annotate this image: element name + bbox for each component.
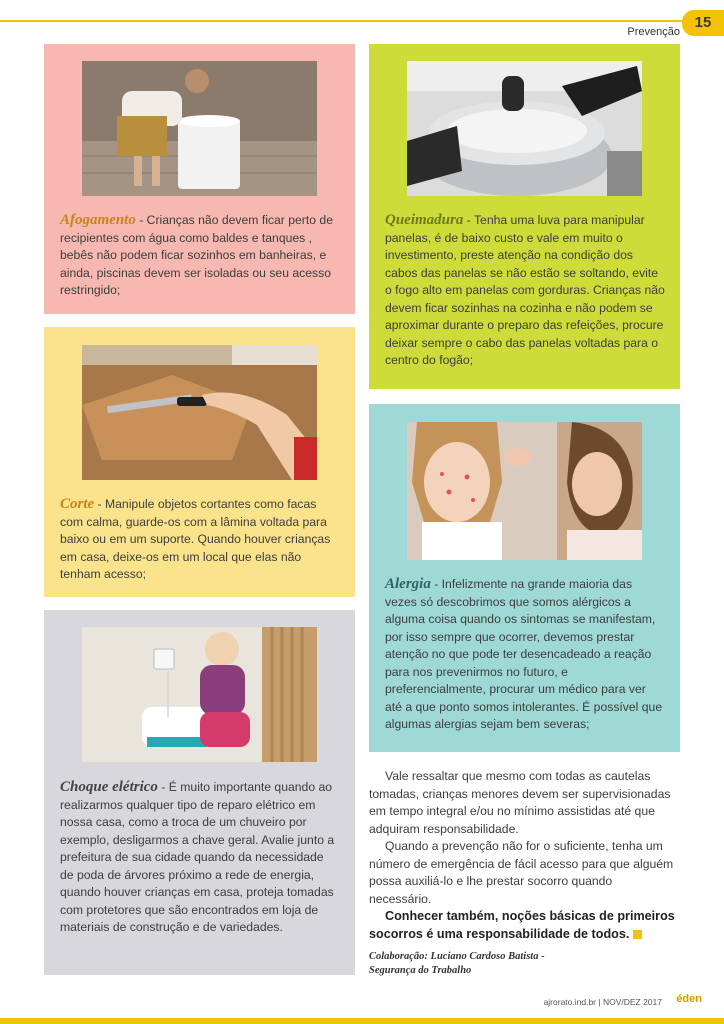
corte-body: - Manipule objetos cortantes como facas com calma, guarde-os com a lâmina voltada para baixo ou em um suporte. Quando houver crianças em casa, deixe-os em um local que elas não tenham acesso;	[60, 497, 331, 581]
afogamento-keyword: Afogamento	[60, 212, 136, 228]
afogamento-photo	[82, 61, 317, 196]
credit-line-1: Colaboração: Luciano Cardoso Batista -	[369, 951, 545, 962]
queimadura-text	[385, 212, 665, 370]
section-label: Prevenção	[627, 26, 680, 38]
corte-photo	[82, 345, 317, 480]
queimadura-photo	[407, 61, 642, 196]
queimadura-body: - Tenha uma luva para manipular panelas, é de baixo custo e vale em muito o investimento, preste atenção na condição dos cabos das panelas se não estão se soltando, evite o fogo alto em panelas com gorduras. Crianças não devem ficar sozinhas na cozinha e não podem se aproximar durante o preparo das refeições, procure deixar sempre o cabo das panelas voltadas para o centro do fogão;	[385, 213, 665, 367]
afogamento-body: - Crianças não devem ficar perto de recipientes com água como baldes e tanques , bebês não podem ficar sozinhos em banheiras, e ainda, piscinas devem ser isoladas ou seu acesso restringido;	[60, 213, 333, 297]
alergia-photo	[407, 422, 642, 560]
corte-keyword: Corte	[60, 496, 95, 512]
end-square-icon	[633, 930, 642, 939]
closing-paragraph-2: Quando a prevenção não for o suficiente, tenha um número de emergência de fácil acesso para que alguém possa auxiliá-lo e lhe prestar socorro quando necessário.	[369, 839, 674, 906]
page-number: 15	[682, 10, 724, 36]
closing-paragraph-3	[369, 908, 675, 943]
choque-photo	[82, 627, 317, 762]
footer-text: ajrorato.ind.br | NOV/DEZ 2017	[543, 997, 662, 1007]
corte-text	[60, 496, 340, 584]
choque-keyword: Choque elétrico	[60, 779, 158, 795]
choque-body: - É muito importante quando ao realizarmos qualquer tipo de reparo elétrico em nossa casa, como a troca de um chuveiro por exemplo, desligarmos a chave geral. Avalie junto a prefeitura de sua cidade quando da necessidade de poda de árvores próximo a rede de energia, quando houver crianças em casa, proteja tomadas com protetores que são encontrados em loja de materiais de construção e de variedades.	[60, 780, 335, 934]
credit	[369, 950, 675, 978]
choque-text	[60, 779, 340, 937]
header-rule	[0, 20, 682, 22]
footer-logo: éden	[676, 993, 702, 1005]
alergia-text	[385, 576, 665, 734]
closing-paragraph-1: Vale ressaltar que mesmo com todas as cautelas tomadas, crianças menores devem ser supervisionadas em tempo integral e/ou no mínimo assistidas até que adquiram responsabilidade.	[369, 769, 671, 836]
credit-line-2: Segurança do Trabalho	[369, 965, 472, 976]
queimadura-keyword: Queimadura	[385, 212, 464, 228]
afogamento-text	[60, 212, 340, 300]
footer-bar	[0, 1018, 724, 1024]
closing-emphasis: Conhecer também, noções básicas de primeiros socorros é uma responsabilidade de todos.	[369, 909, 675, 941]
alergia-keyword: Alergia	[385, 576, 431, 592]
alergia-body: - Infelizmente na grande maioria das vezes só descobrimos que somos alérgicos a alguma coisa quando os sintomas se manifestam, por isso sempre que ocorrer, devemos prestar atenção no que pode ter desencadeado a reação para nos prevenirmos no futuro, e preferencialmente, procurar um médico para ver até a que ponto somos intolerantes. É possível que algumas alergias sejam bem severas;	[385, 577, 663, 731]
